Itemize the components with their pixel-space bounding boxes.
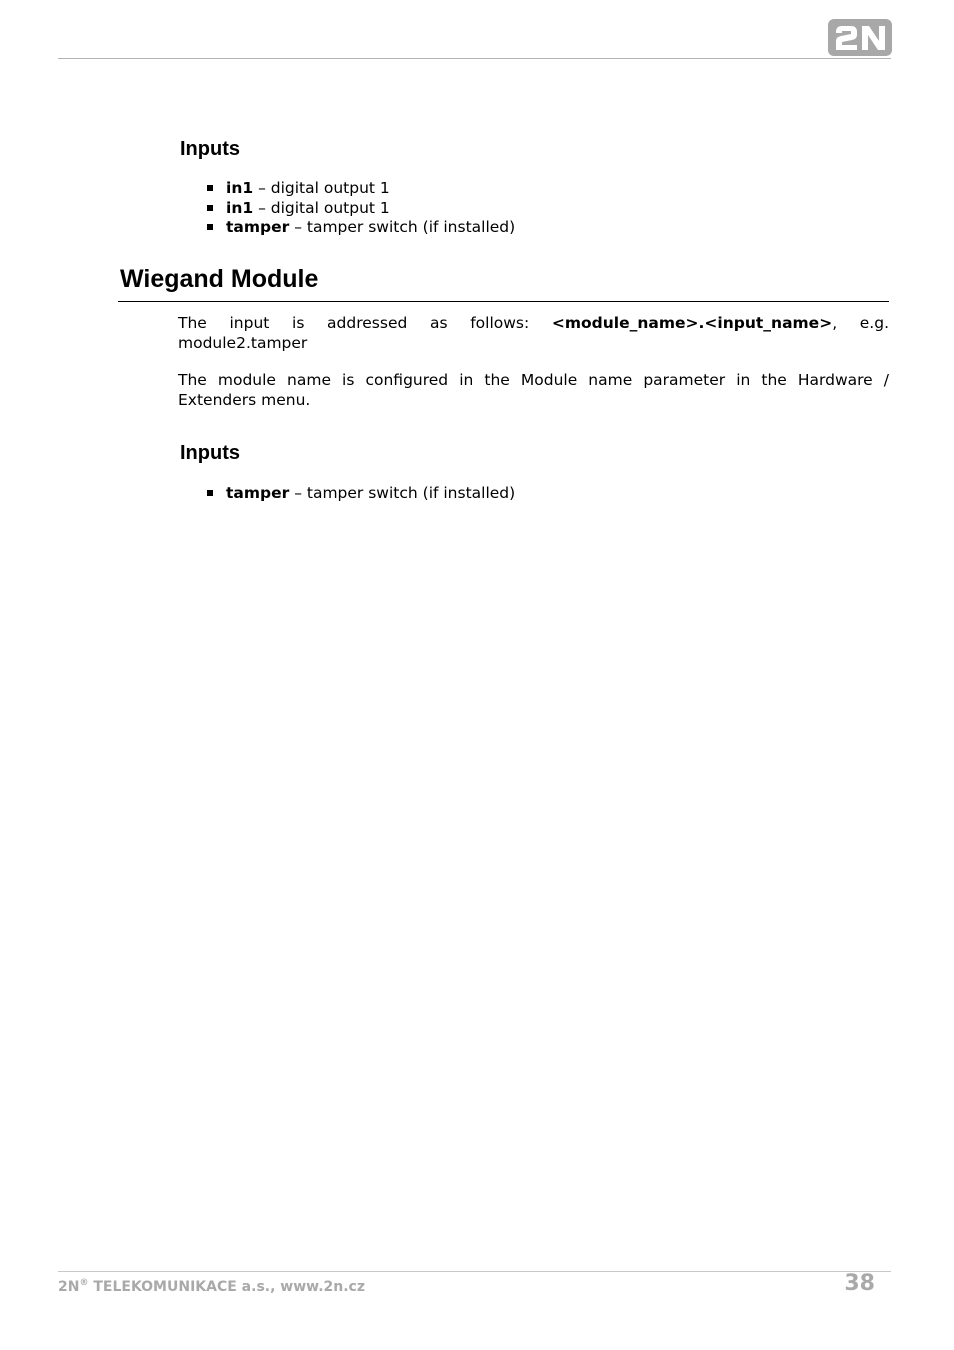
list-item [206, 484, 515, 504]
input-desc: – tamper switch (if installed) [289, 218, 516, 237]
footer-brand: 2N [58, 1279, 80, 1295]
para-text: The input is addressed as follows: [178, 314, 552, 332]
addressing-paragraph [178, 314, 889, 353]
wiegand-inputs-heading: Inputs [180, 442, 240, 464]
registered-mark: ® [79, 1278, 89, 1288]
bullet-icon [207, 205, 213, 211]
para-text: , e.g. module2.tamper [178, 314, 890, 352]
header-rule [58, 58, 891, 59]
footer-rule [58, 1271, 891, 1272]
inputs-list [206, 179, 515, 238]
2n-logo [828, 19, 892, 56]
input-name: in1 [226, 198, 254, 217]
footer-company [58, 1278, 365, 1295]
heading-rule [118, 301, 889, 302]
module-name-paragraph: The module name is configured in the Module name parameter in the Hardware / Extenders menu. [178, 371, 889, 409]
input-name: tamper [226, 218, 290, 237]
input-desc: – digital output 1 [253, 198, 390, 217]
input-desc: – tamper switch (if installed) [289, 484, 516, 502]
page-number: 38 [844, 1271, 875, 1296]
bullet-icon [207, 185, 213, 191]
bullet-icon [207, 490, 213, 496]
input-name: in1 [226, 179, 254, 197]
list-item [206, 218, 515, 238]
address-format: <module_name>.<input_name> [551, 314, 833, 332]
wiegand-module-heading: Wiegand Module [120, 265, 319, 293]
wiegand-inputs-list [206, 484, 515, 504]
inputs-heading: Inputs [180, 138, 240, 160]
input-desc: – digital output 1 [253, 179, 390, 197]
list-item [206, 199, 515, 219]
bullet-icon [207, 224, 213, 230]
list-item [206, 179, 515, 199]
footer-company-name: TELEKOMUNIKACE a.s., www.2n.cz [88, 1279, 365, 1295]
input-name: tamper [226, 484, 290, 502]
